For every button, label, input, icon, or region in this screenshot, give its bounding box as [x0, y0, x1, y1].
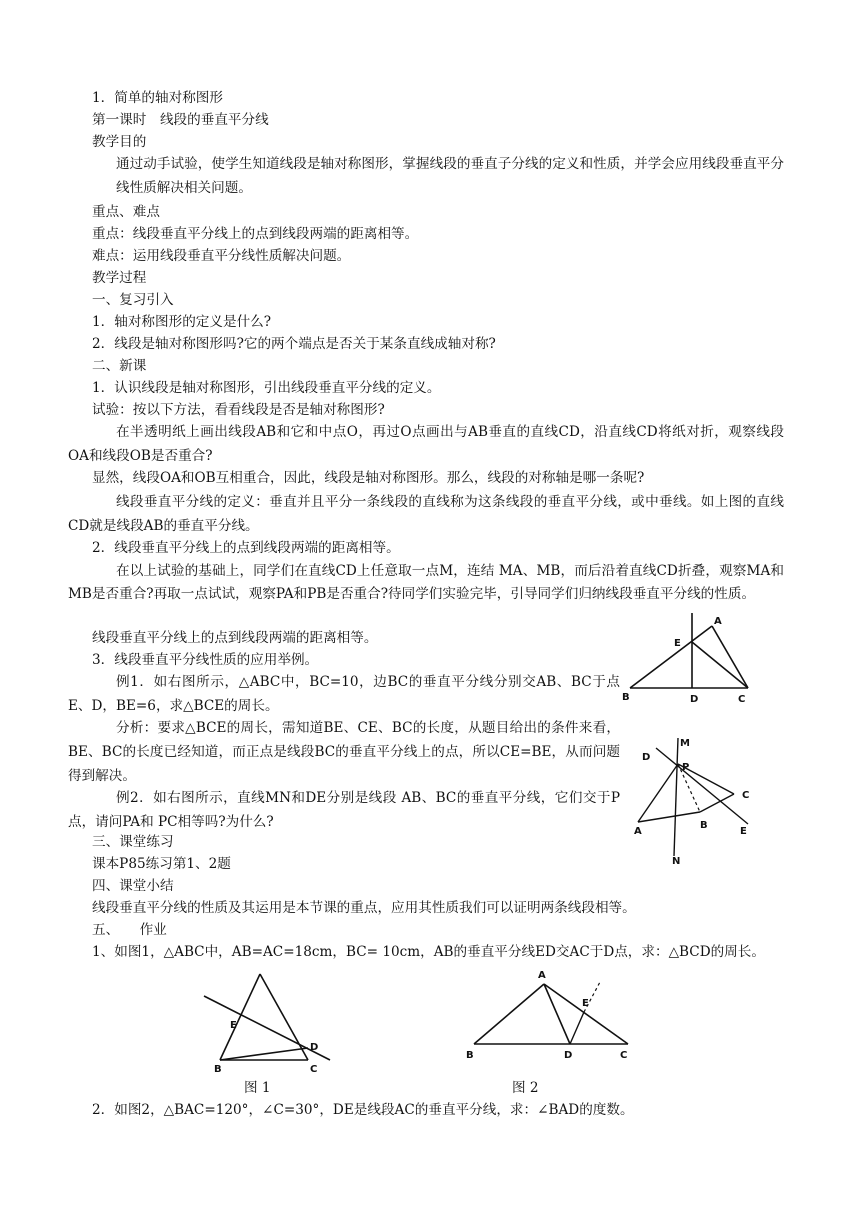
homework-1-text: 1、如图1，△ABC中，AB=AC=18cm，BC= 10cm，AB的垂直平分线ED交AC于D点，求：△BCD的周长。: [92, 944, 765, 960]
new-lesson-point-3: 3．线段垂直平分线性质的应用举例。: [92, 652, 319, 668]
fig-top-label-a: A: [714, 616, 722, 627]
heading-practice: 三、课堂练习: [92, 834, 174, 850]
property-discovery-text: 在以上试验的基础上，同学们在直线CD上任意取一点M，连结 MA、MB，而后沿着直线CD折叠，观察MA和MB是否重合?再取一点试试，观察PA和PB是否重合?待同学们实验完毕，引导同学们归纳线段垂直平分线的性质。: [68, 563, 784, 602]
fig2-label-e: E: [582, 998, 589, 1009]
review-question-2: 2．线段是轴对称图形吗?它的两个端点是否关于某条直线成轴对称?: [92, 336, 496, 352]
summary-text: 线段垂直平分线的性质及其运用是本节课的重点，应用其性质我们可以证明两条线段相等。: [92, 900, 636, 916]
fig-mid-label-p: P: [682, 762, 690, 773]
fig-mid-label-d: D: [642, 752, 651, 763]
fig2-label-c: C: [620, 1050, 628, 1061]
difficulty-text: 难点：运用线段垂直平分线性质解决问题。: [92, 248, 351, 264]
fig-mid-label-n: N: [672, 856, 681, 864]
fig1-label-d: D: [310, 1042, 319, 1053]
fig-mid-label-b: B: [700, 820, 708, 831]
fig1-label-b: B: [214, 1064, 222, 1074]
new-lesson-point-2: 2．线段垂直平分线上的点到线段两端的距离相等。: [92, 540, 400, 556]
experiment-steps: 在半透明纸上画出线段AB和它和中点O，再过O点画出与AB垂直的直线CD，沿直线CD将纸对折，观察线段OA和线段OB是否重合?: [68, 424, 784, 464]
fig-top-label-c: C: [738, 694, 746, 705]
fig-mid-label-m: M: [680, 738, 690, 749]
heading-key-points: 重点、难点: [92, 204, 160, 220]
figure-1-caption: 图 1: [244, 1080, 271, 1096]
fig1-label-c: C: [310, 1064, 318, 1074]
fig1-label-e: E: [230, 1020, 237, 1031]
fig2-label-b: B: [466, 1050, 474, 1061]
heading-homework: 五、 作业: [92, 922, 167, 938]
figure-2-caption: 图 2: [512, 1080, 539, 1096]
figure-example-1: [622, 608, 762, 708]
homework-2-text: 2．如图2，△BAC=120°，∠C=30°，DE是线段AC的垂直平分线，求：∠BAD的度数。: [92, 1102, 634, 1118]
section-heading: 1．简单的轴对称图形: [92, 90, 223, 106]
fig-top-label-b: B: [622, 692, 630, 703]
example-1-text: 例1．如右图所示，△ABC中，BC=10，边BC的垂直平分线分别交AB、BC于点E、D，BE=6，求△BCE的周长。: [68, 674, 620, 714]
fig-mid-label-c: C: [742, 790, 750, 801]
observation-text: 显然，线段OA和OB互相重合，因此，线段是轴对称图形。那么，线段的对称轴是哪一条呢?: [92, 470, 645, 486]
new-lesson-point-1: 1．认识线段是轴对称图形，引出线段垂直平分线的定义。: [92, 380, 441, 396]
figure-2: [460, 966, 640, 1062]
fig-mid-label-a: A: [634, 826, 642, 837]
fig-top-label-e: E: [674, 638, 681, 649]
example-2-text: 例2．如右图所示，直线MN和DE分别是线段 AB、BC的垂直平分线，它们交于P点，请问PA和 PC相等吗?为什么?: [68, 790, 620, 830]
definition-text: 线段垂直平分线的定义：垂直并且平分一条线段的直线称为这条线段的垂直平分线，或中垂线。如上图的直线 CD就是线段AB的垂直平分线。: [68, 494, 784, 534]
heading-objective: 教学目的: [92, 134, 147, 150]
objective-text: 通过动手试验，使学生知道线段是轴对称图形，掌握线段的垂直子分线的定义和性质，并学会应用线段垂直平分线性质解决相关问题。: [116, 156, 784, 196]
example-1-analysis: 分析：要求△BCE的周长，需知道BE、CE、BC的长度，从题目给出的条件来看，BE、BC的长度已经知道，而正点是线段BC的垂直平分线上的点，所以CE=BE，从而问题得到解决。: [68, 720, 620, 784]
practice-text: 课本P85练习第1、2题: [92, 856, 231, 872]
lesson-title: 第一课时 线段的垂直平分线: [92, 112, 269, 128]
heading-new-lesson: 二、新课: [92, 358, 147, 374]
heading-process: 教学过程: [92, 270, 147, 286]
key-point-text: 重点：线段垂直平分线上的点到线段两端的距离相等。: [92, 226, 419, 242]
fig-mid-label-e: E: [740, 826, 747, 837]
experiment-text: 试验：按以下方法，看看线段是否是轴对称图形?: [92, 402, 385, 418]
figure-1: [196, 970, 336, 1074]
heading-review: 一、复习引入: [92, 292, 174, 308]
figure-example-2: [630, 736, 760, 864]
heading-summary: 四、课堂小结: [92, 878, 174, 894]
fig2-label-a: A: [538, 970, 546, 981]
property-statement: 线段垂直平分线上的点到线段两端的距离相等。: [92, 630, 378, 646]
fig-top-label-d: D: [690, 694, 699, 705]
review-question-1: 1．轴对称图形的定义是什么?: [92, 314, 272, 330]
fig2-label-d: D: [564, 1050, 573, 1061]
